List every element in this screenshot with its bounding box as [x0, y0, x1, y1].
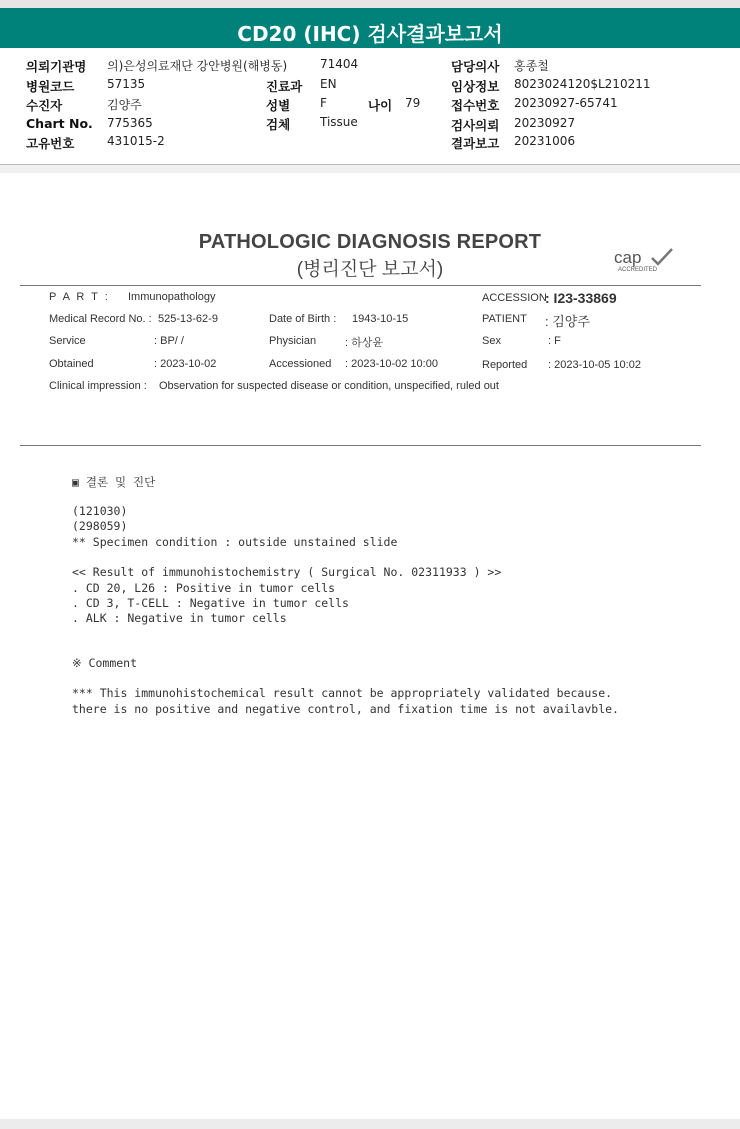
cap-accredited-text: ACCREDITED: [618, 267, 658, 273]
chart-no-label: Chart No.: [26, 116, 93, 131]
sex-field-label: Sex: [482, 335, 501, 347]
cap-logo-text: cap: [614, 248, 642, 267]
report-top-rule: [20, 285, 701, 286]
obtained-value: : 2023-10-02: [154, 358, 217, 370]
receipt-no-label: 접수번호: [451, 98, 500, 113]
clinical-impression-label: Clinical impression :: [49, 380, 147, 392]
part-value: Immunopathology: [128, 291, 216, 303]
result-date-value: 20231006: [514, 134, 576, 148]
specimen-value: Tissue: [320, 115, 358, 129]
page-bottom-bar: [0, 1119, 740, 1129]
result-date-label: 결과보고: [451, 136, 500, 151]
accession-label: ACCESSION: [482, 292, 547, 304]
ihc-result-header: << Result of immunohistochemistry ( Surgical No. 02311933 ) >>: [72, 565, 502, 579]
report-banner-title: CD20 (IHC) 검사결과보고서: [0, 0, 740, 48]
ihc-result-alk: . ALK : Negative in tumor cells: [72, 611, 287, 625]
accessioned-label: Accessioned: [269, 358, 332, 370]
clinical-impression-value: Observation for suspected disease or condition, unspecified, ruled out: [159, 380, 499, 392]
code-line-2: (298059): [72, 519, 128, 533]
sex-value: F: [320, 96, 327, 110]
code-line-1: (121030): [72, 504, 128, 518]
dob-label: Date of Birth :: [269, 313, 337, 325]
unique-no-value: 431015-2: [107, 134, 165, 148]
age-label: 나이: [368, 98, 393, 113]
specimen-label: 검체: [266, 117, 291, 132]
header-divider: [0, 164, 740, 173]
doctor-label: 담당의사: [451, 59, 500, 74]
check-icon: [652, 249, 672, 264]
receipt-no-value: 20230927-65741: [514, 96, 618, 110]
dept-label: 진료과: [266, 79, 303, 94]
age-value: 79: [405, 96, 421, 110]
service-value: : BP/ /: [154, 335, 184, 347]
report-title-ko: (병리진단 보고서): [296, 259, 444, 280]
physician-label: Physician: [269, 335, 317, 347]
sex-label: 성별: [266, 98, 291, 113]
clinical-info-label: 임상정보: [451, 79, 500, 94]
cap-accredited-logo: [612, 246, 676, 274]
patient-name-label: PATIENT: [482, 313, 527, 325]
hospital-code-value: 57135: [107, 77, 146, 91]
obtained-label: Obtained: [49, 358, 94, 370]
physician-value: : 하상윤: [345, 337, 383, 349]
conclusion-section-title: ▣ 결론 및 진단: [72, 475, 156, 489]
request-date-label: 검사의뢰: [451, 118, 500, 133]
accessioned-value: : 2023-10-02 10:00: [345, 358, 438, 370]
reported-label: Reported: [482, 359, 528, 371]
patient-value: 김양주: [107, 98, 142, 112]
patient-name-value: : 김양주: [545, 314, 590, 329]
institution-code: 71404: [320, 57, 359, 71]
part-label: P A R T :: [49, 291, 110, 303]
chart-no-value: 775365: [107, 116, 153, 130]
patient-label: 수진자: [26, 98, 63, 113]
dept-value: EN: [320, 77, 337, 91]
unique-no-label: 고유번호: [26, 136, 75, 151]
specimen-condition-line: ** Specimen condition : outside unstained slide: [72, 535, 398, 549]
comment-title: ※ Comment: [72, 656, 138, 670]
doctor-value: 홍종철: [514, 59, 549, 73]
report-bottom-rule: [20, 445, 701, 446]
ihc-result-cd3: . CD 3, T-CELL : Negative in tumor cells: [72, 596, 349, 610]
hospital-code-label: 병원코드: [26, 79, 75, 94]
clinical-info-value: 8023024120$L210211: [514, 77, 651, 91]
mrn-value: 525-13-62-9: [158, 313, 218, 325]
comment-line-1: *** This immunohistochemical result cannot be appropriately validated because.: [72, 686, 613, 700]
institution-value: 의)은성의료재단 강안병원(해병동): [107, 59, 288, 73]
service-label: Service: [49, 335, 86, 347]
sex-field-value: : F: [548, 335, 561, 347]
dob-value: 1943-10-15: [352, 313, 409, 325]
comment-line-2: there is no positive and negative control, and fixation time is not availavble.: [72, 702, 619, 716]
ihc-result-cd20: . CD 20, L26 : Positive in tumor cells: [72, 581, 336, 595]
mrn-label: Medical Record No. :: [49, 313, 152, 325]
accession-value: : I23-33869: [545, 290, 617, 306]
request-date-value: 20230927: [514, 116, 576, 130]
institution-label: 의뢰기관명: [26, 59, 87, 74]
report-title-en: PATHOLOGIC DIAGNOSIS REPORT: [198, 231, 542, 253]
reported-value: : 2023-10-05 10:02: [548, 359, 641, 371]
